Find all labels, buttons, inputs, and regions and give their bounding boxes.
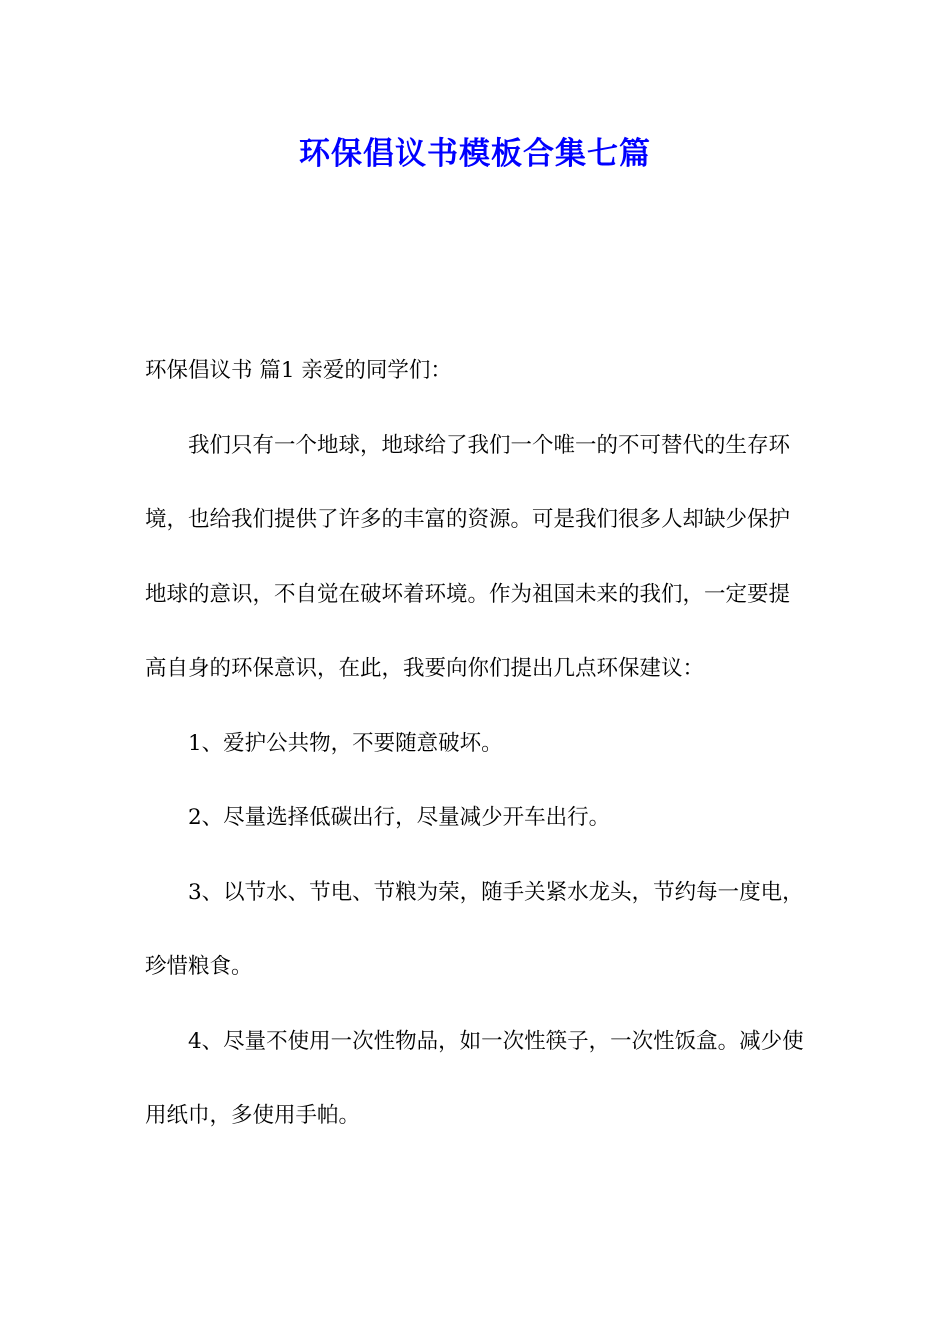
paragraph-item-4: 4、尽量不使用一次性物品，如一次性筷子，一次性饭盒。减少使用纸巾，多使用手帕。 bbox=[145, 1028, 804, 1128]
document-title: 环保倡议书模板合集七篇 bbox=[299, 136, 651, 172]
paragraph-item-3: 3、以节水、节电、节粮为荣，随手关紧水龙头，节约每一度电，珍惜粮食。 bbox=[145, 879, 804, 979]
document-body bbox=[145, 334, 810, 1154]
paragraph-intro: 我们只有一个地球，地球给了我们一个唯一的不可替代的生存环境，也给我们提供了许多的丰富的资源。可是我们很多人却缺少保护地球的意识，不自觉在破坏着环境。作为祖国未来的我们，一定要提高自身的环保意识，在此，我要向你们提出几点环保建议： bbox=[145, 432, 791, 681]
paragraph-item-1: 1、爱护公共物，不要随意破坏。 bbox=[188, 730, 503, 756]
section-heading-line: 环保倡议书 篇1 亲爱的同学们： bbox=[145, 358, 452, 383]
paragraph-item-2: 2、尽量选择低碳出行，尽量减少开车出行。 bbox=[188, 805, 611, 830]
